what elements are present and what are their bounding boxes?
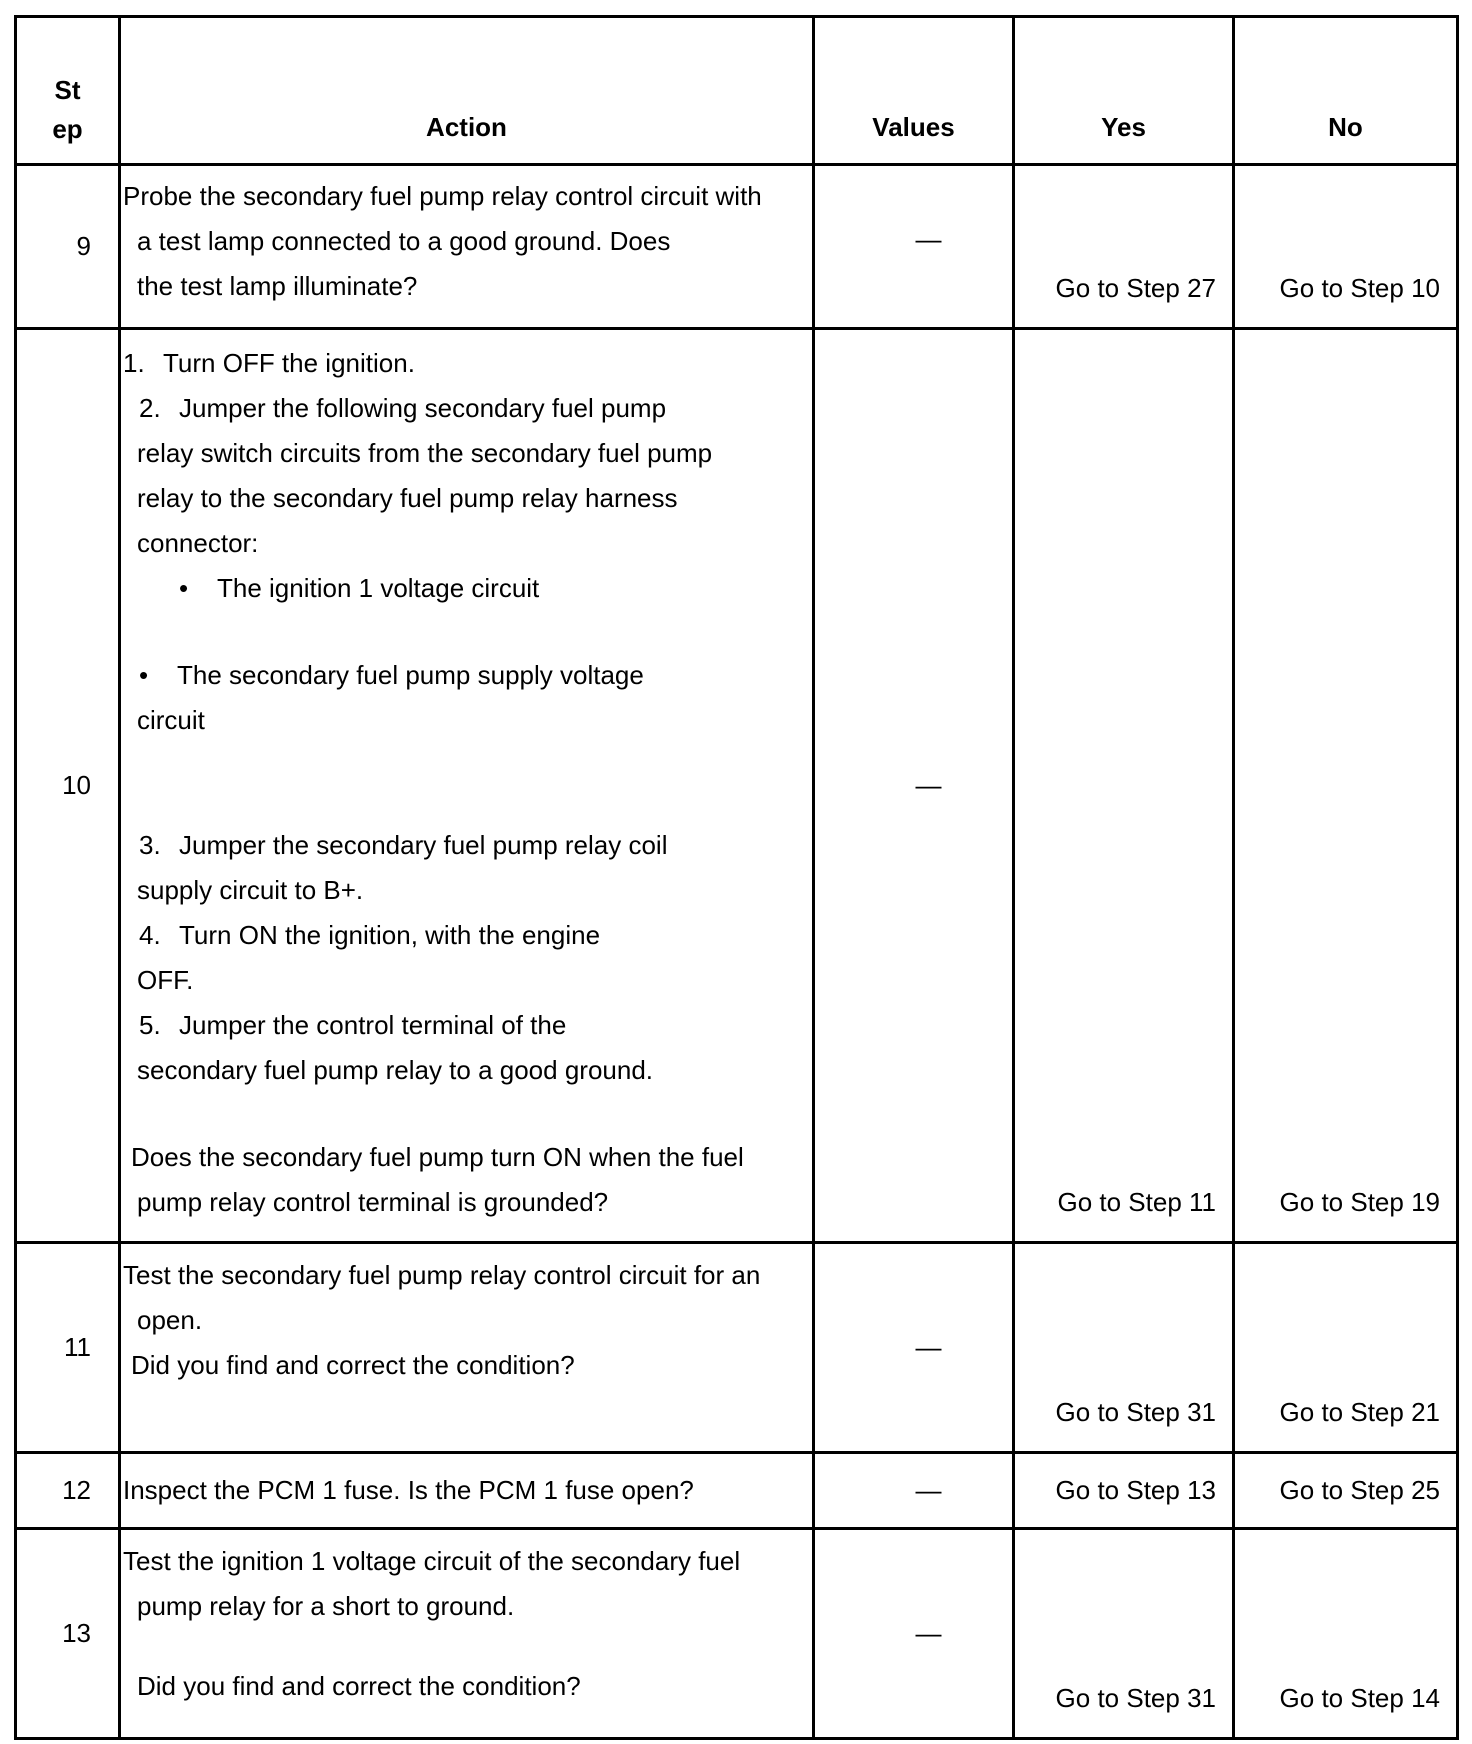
- item-number: 5.: [139, 1010, 161, 1040]
- step-header: [16, 17, 120, 165]
- table-row-step-9: [16, 165, 1458, 329]
- action-line: a test lamp connected to a good ground. Does: [137, 226, 671, 256]
- action-line: Test the ignition 1 voltage circuit of the secondary fuel: [123, 1546, 741, 1576]
- bullet-item-2: [123, 653, 804, 698]
- item-text: Jumper the following secondary fuel pump: [179, 393, 667, 423]
- values-header: Values: [814, 17, 1014, 165]
- step-item-1: [123, 341, 804, 386]
- bullet-icon: •: [139, 660, 149, 690]
- no-link[interactable]: Go to Step 25: [1279, 1475, 1440, 1505]
- action-cell: [120, 165, 814, 329]
- values-cell: [814, 1453, 1014, 1529]
- question-text: Does the secondary fuel pump turn ON when the fuel: [131, 1142, 744, 1172]
- values-dash: —: [915, 224, 942, 254]
- spacer: [123, 611, 804, 653]
- yes-link[interactable]: Go to Step 31: [1055, 1397, 1216, 1427]
- no-cell: [1234, 1453, 1458, 1529]
- no-cell: [1234, 165, 1458, 329]
- no-cell: [1234, 1243, 1458, 1453]
- step-item-5: [123, 1003, 804, 1048]
- values-cell: [814, 1243, 1014, 1453]
- action-cell: [120, 1453, 814, 1529]
- bullet-text: circuit: [137, 705, 205, 735]
- item-text: connector:: [137, 528, 259, 558]
- action-header: Action: [120, 17, 814, 165]
- values-dash: —: [915, 1618, 942, 1648]
- spacer: [123, 743, 804, 823]
- header-row: [16, 17, 1458, 165]
- item-text: Jumper the control terminal of the: [179, 1010, 567, 1040]
- action-line: pump relay for a short to ground.: [137, 1591, 515, 1621]
- table-row-step-12: [16, 1453, 1458, 1529]
- step-number: 10: [16, 329, 120, 1243]
- item-text: Turn OFF the ignition.: [163, 348, 415, 378]
- values-cell: [814, 1529, 1014, 1739]
- bullet-text: The ignition 1 voltage circuit: [217, 573, 540, 603]
- no-cell: [1234, 329, 1458, 1243]
- yes-link[interactable]: Go to Step 11: [1057, 1187, 1216, 1217]
- action-line: open.: [137, 1305, 203, 1335]
- values-dash: —: [915, 1475, 942, 1505]
- item-number: 3.: [139, 830, 161, 860]
- item-number: 4.: [139, 920, 161, 950]
- yes-cell: [1014, 1529, 1234, 1739]
- step-header-line2: ep: [52, 114, 83, 144]
- spacer: [123, 1629, 804, 1664]
- item-text: Turn ON the ignition, with the engine: [179, 920, 601, 950]
- values-dash: —: [915, 1332, 942, 1362]
- yes-cell: [1014, 1243, 1234, 1453]
- item-text: secondary fuel pump relay to a good ground.: [137, 1055, 654, 1085]
- item-number: 1.: [123, 348, 145, 378]
- step-item-4: [123, 913, 804, 958]
- step-item-3: [123, 823, 804, 868]
- no-link[interactable]: Go to Step 14: [1279, 1683, 1440, 1713]
- action-line: Did you find and correct the condition?: [137, 1671, 581, 1701]
- no-cell: [1234, 1529, 1458, 1739]
- yes-link[interactable]: Go to Step 27: [1055, 273, 1216, 303]
- values-cell: [814, 329, 1014, 1243]
- values-cell: [814, 165, 1014, 329]
- diagnostic-table: [14, 15, 1459, 1740]
- table-row-step-11: [16, 1243, 1458, 1453]
- step-number: 13: [16, 1529, 120, 1739]
- action-cell: [120, 329, 814, 1243]
- step-number: 11: [16, 1243, 120, 1453]
- yes-link[interactable]: Go to Step 31: [1055, 1683, 1216, 1713]
- action-cell: [120, 1529, 814, 1739]
- no-link[interactable]: Go to Step 21: [1279, 1397, 1440, 1427]
- step-header-line1: St: [54, 75, 81, 105]
- table-row-step-13: [16, 1529, 1458, 1739]
- action-cell: [120, 1243, 814, 1453]
- yes-link[interactable]: Go to Step 13: [1055, 1475, 1216, 1505]
- item-text: Jumper the secondary fuel pump relay coil: [179, 830, 668, 860]
- action-line: the test lamp illuminate?: [137, 271, 418, 301]
- yes-header: Yes: [1014, 17, 1234, 165]
- action-line: Did you find and correct the condition?: [131, 1350, 575, 1380]
- table-row-step-10: [16, 329, 1458, 1243]
- no-link[interactable]: Go to Step 10: [1279, 273, 1440, 303]
- action-line: Probe the secondary fuel pump relay control circuit with: [123, 181, 762, 211]
- spacer: [123, 1093, 804, 1135]
- values-dash: —: [915, 770, 942, 800]
- no-header: No: [1234, 17, 1458, 165]
- item-text: OFF.: [137, 965, 194, 995]
- action-line: Test the secondary fuel pump relay control circuit for an: [123, 1260, 761, 1290]
- item-text: relay switch circuits from the secondary fuel pump: [137, 438, 713, 468]
- item-text: supply circuit to B+.: [137, 875, 364, 905]
- step-number: 9: [16, 165, 120, 329]
- no-link[interactable]: Go to Step 19: [1279, 1187, 1440, 1217]
- yes-cell: [1014, 165, 1234, 329]
- step-item-2: [123, 386, 804, 431]
- action-line: Inspect the PCM 1 fuse. Is the PCM 1 fuse open?: [123, 1475, 694, 1505]
- item-text: relay to the secondary fuel pump relay harness: [137, 483, 678, 513]
- bullet-text: The secondary fuel pump supply voltage: [177, 660, 644, 690]
- yes-cell: [1014, 1453, 1234, 1529]
- item-number: 2.: [139, 393, 161, 423]
- bullet-item-1: [123, 566, 804, 611]
- question-text: pump relay control terminal is grounded?: [137, 1187, 609, 1217]
- yes-cell: [1014, 329, 1234, 1243]
- bullet-icon: •: [179, 573, 189, 603]
- step-number: 12: [16, 1453, 120, 1529]
